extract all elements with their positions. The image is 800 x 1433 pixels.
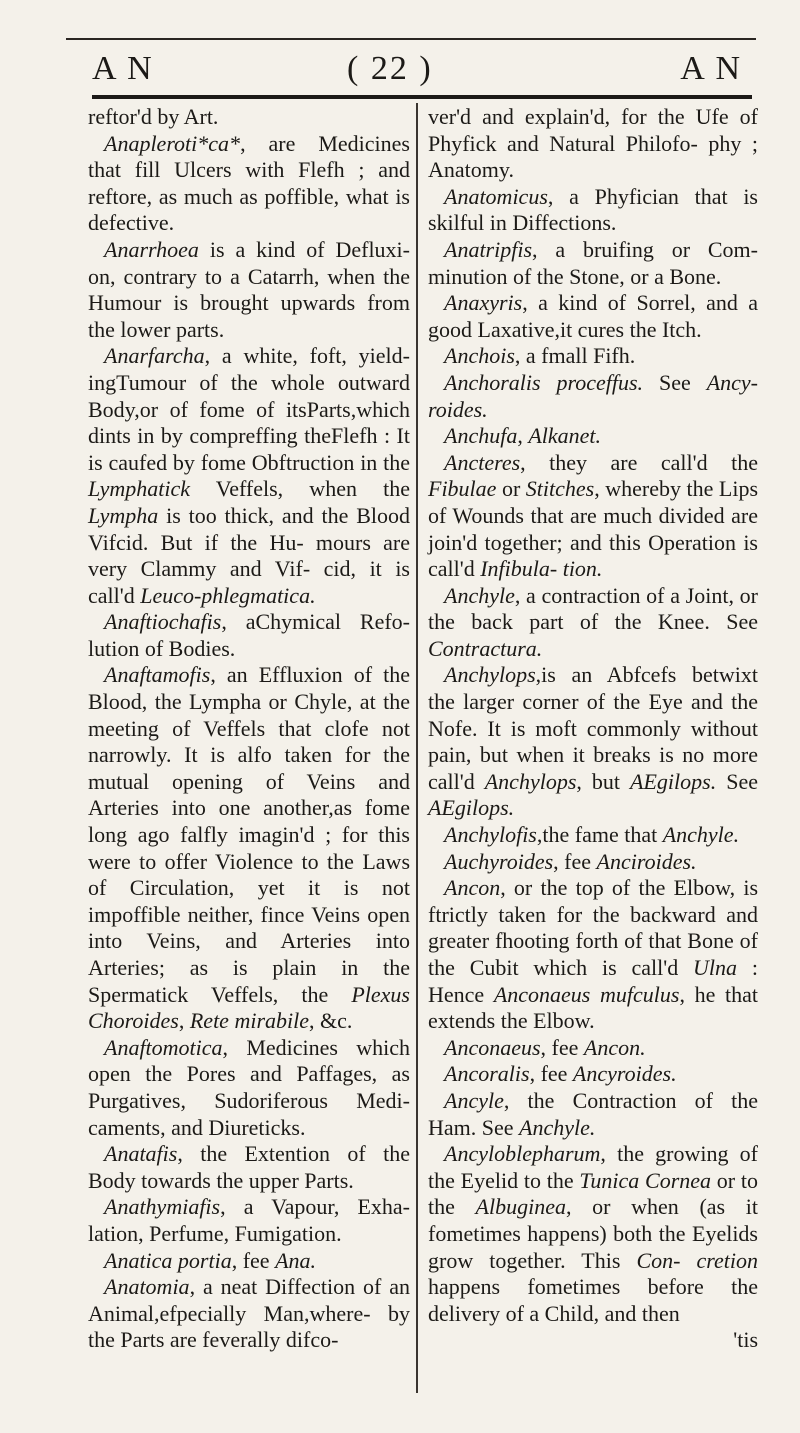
dictionary-entry [88, 104, 410, 131]
dictionary-entry [428, 662, 758, 822]
headword-italic: Anaftiochafis [104, 609, 222, 635]
dictionary-entry [428, 1088, 758, 1141]
dictionary-entry [428, 370, 758, 423]
headword-italic: Anchufa [444, 423, 518, 449]
entry-text: , are Medicines that fill Ulcers with Flefh ; and reftore, as much as poffible, what is defective. [88, 130, 410, 236]
dictionary-entry [428, 875, 758, 1035]
headword-italic: Ana. [275, 1247, 317, 1273]
entry-text: , but [576, 768, 631, 794]
dictionary-entry [88, 609, 410, 662]
dictionary-entry [428, 1061, 758, 1088]
headword-italic: Anciroides. [596, 848, 697, 874]
dictionary-entry [88, 131, 410, 237]
headword-italic: Lymphatick [88, 476, 190, 502]
headword-italic: Anchylofis [444, 822, 537, 848]
dictionary-entry [428, 1141, 758, 1327]
headword-italic: Anconaeus [444, 1034, 541, 1060]
headword-italic: Anatafis [104, 1141, 178, 1167]
entry-text: , he that extends the Elbow. [428, 981, 758, 1034]
entry-text: Veffels, when the [190, 476, 410, 502]
headword-italic: Anchyle. [662, 822, 740, 848]
entry-text: ,is an Abfcefs betwixt the larger corner of the Eye and the Nofe. It is moft commonly without pain, but when it breaks is no more call'd [428, 662, 758, 794]
dictionary-entry [88, 1141, 410, 1194]
entry-text: , Medicines which open the Pores and Paffages, as Purgatives, Sudoriferous Medi- caments, and Diureticks. [88, 1034, 410, 1140]
entry-text: , aChymical Refo- lution of Bodies. [88, 609, 410, 661]
entry-text: happens fometimes before the delivery of a Child, and then [428, 1274, 758, 1326]
headword-italic: Ancyloblepharum [444, 1141, 601, 1167]
headword-italic: Leuco-phlegmatica. [140, 582, 316, 608]
entry-text: ,the fame that [536, 822, 663, 848]
headword-italic: Ancoralis [444, 1061, 530, 1087]
entry-text: , a kind of Sorrel, and a good Laxative,it cures the Itch. [428, 290, 758, 342]
headword-italic: Anatica portia [104, 1247, 232, 1273]
entry-text: , they are call'd the [520, 449, 758, 475]
entry-text: or to the [428, 1167, 758, 1220]
headword-italic: Ancon [444, 875, 501, 901]
header-right-guide: A N [680, 50, 742, 87]
entry-text: or [496, 476, 526, 502]
entry-text: See [643, 369, 707, 395]
headword-italic: Infibula- tion. [480, 556, 603, 582]
headword-italic: Albuginea [475, 1194, 566, 1220]
headword-italic: Anarrhoea [104, 236, 199, 262]
dictionary-entry [88, 237, 410, 343]
dictionary-entry [428, 237, 758, 290]
headword-italic: Anatripfis [444, 236, 533, 262]
entry-text: , a white, foft, yield- ingTumour of the whole outward Body,or of fome of itsParts,which dints in by compreffing theFlefh : It is caufed by fome Obftruction in the [88, 343, 410, 475]
headword-italic: Anchyle [444, 582, 515, 608]
left-column [88, 104, 410, 1354]
entry-text: , a neat Diffection of an Animal,efpecially Man,where- by the Parts are feverally difco- [88, 1274, 410, 1353]
entry-text: See [716, 768, 758, 794]
headword-italic: Anchylops [444, 662, 536, 688]
entry-text: , the growing of the Eyelid to the [428, 1141, 758, 1193]
column-divider [416, 103, 418, 1393]
headword-italic: Anchois [444, 343, 515, 369]
dictionary-entry [428, 184, 758, 237]
dictionary-entry [428, 423, 758, 450]
entry-text: , fee [540, 1034, 584, 1060]
dictionary-entry [428, 849, 758, 876]
entry-text: , a Vapour, Exha- lation, Perfume, Fumigation. [88, 1194, 410, 1246]
headword-italic: Alkanet. [528, 423, 602, 449]
running-header [92, 46, 742, 96]
entry-text: , fee [553, 848, 597, 874]
entry-text: , the Contraction of the Ham. See [428, 1087, 758, 1140]
entry-text: is too thick, and the Blood Vifcid. But if the Hu- mours are very Clammy and Vif- cid, it is call'd [88, 502, 410, 608]
headword-italic: Plexus Choroides [88, 981, 410, 1034]
headword-italic: Ulna [693, 955, 738, 980]
headword-italic: Anchoralis proceffus. [444, 369, 644, 395]
dictionary-entry [88, 343, 410, 609]
header-left-guide: A N [92, 50, 154, 87]
headword-italic: Anaxyris [444, 290, 523, 316]
headword-italic: Tunica Cornea [579, 1167, 712, 1193]
entry-text: , [178, 1008, 190, 1034]
headword-italic: Contractura. [428, 635, 543, 661]
headword-italic: Con- cretion [636, 1247, 759, 1273]
page-number: ( 22 ) [347, 50, 433, 87]
entry-text: , a bruifing or Com- minution of the Stone, or a Bone. [428, 236, 758, 289]
headword-italic: Stitches [525, 476, 595, 502]
headword-italic: Anathymiafis [104, 1194, 221, 1220]
entry-text: , an Effluxion of the Blood, the Lympha or Chyle, at the meeting of Veffels that clofe not narrowly. It is alfo taken for the mutual opening of Veins and Arteries into one another,as fome long ago falfly imagin'd ; for this were to offer Violence to the Laws of Circulation, yet it is not impoffible neither, fince Veins open into Veins, and Arteries into Arteries; as is plain in the Spermatick Veffels, the [88, 662, 410, 1007]
entry-text: , or the top of the Elbow, is ftrictly taken for the backward and greater fhooting forth of that Bone of the Cubit which is call'd [428, 875, 758, 980]
dictionary-entry [428, 1035, 758, 1062]
headword-italic: Lympha [88, 502, 159, 528]
entry-text: , &c. [309, 1008, 353, 1034]
headword-italic: Ancyroides. [572, 1061, 677, 1087]
dictionary-entry [428, 290, 758, 343]
headword-italic: Ancy- roides. [428, 369, 758, 422]
page-top-edge [66, 38, 756, 40]
entry-text: , the Extention of the Body towards the upper Parts. [88, 1141, 410, 1193]
headword-italic: Anatomia [104, 1274, 190, 1300]
dictionary-entry [88, 1248, 410, 1275]
header-rule [92, 95, 752, 99]
entry-text: , a contraction of a Joint, or the back part of the Knee. See [428, 582, 758, 635]
dictionary-entry [428, 583, 758, 663]
headword-italic: Anapleroti*ca* [104, 130, 241, 156]
headword-italic: Anconaeus mufculus [493, 981, 680, 1007]
dictionary-entry [428, 343, 758, 370]
entry-text: , [517, 423, 529, 449]
headword-italic: Anarfarcha [104, 343, 205, 369]
headword-italic: Anaftomotica [104, 1034, 223, 1060]
dictionary-entry [88, 1194, 410, 1247]
headword-italic: Anchylops [484, 768, 577, 794]
entry-text: : Hence [428, 955, 758, 1007]
entry-text: , a fmall Fifh. [514, 343, 636, 369]
headword-italic: Ancyle [444, 1087, 504, 1113]
catchword [428, 1327, 758, 1354]
entry-text: , whereby the Lips of Wounds that are much divided are join'd together; and this Operation is call'd [428, 476, 759, 582]
headword-italic: Anatomicus [444, 183, 548, 209]
dictionary-entry [88, 662, 410, 1034]
entry-text: , a Phyfician that is skilful in Diffections. [428, 183, 758, 236]
right-column [428, 104, 758, 1354]
entry-text: , or when (as it fometimes happens) both the Eyelids grow together. This [428, 1194, 758, 1273]
dictionary-entry [428, 104, 758, 184]
entry-text: , fee [529, 1061, 573, 1087]
entry-text: is a kind of Defluxi- on, contrary to a Catarrh, when the Humour is brought upwards from the lower parts. [88, 236, 410, 342]
dictionary-entry [428, 822, 758, 849]
dictionary-entry [88, 1035, 410, 1141]
headword-italic: AEgilops. [630, 768, 717, 794]
entry-text: , fee [231, 1247, 276, 1273]
dictionary-entry [428, 450, 758, 583]
headword-italic: Ancteres [444, 449, 521, 475]
headword-italic: Fibulae [428, 476, 497, 502]
dictionary-entry [88, 1274, 410, 1354]
entry-text: reftor'd by Art. [88, 104, 219, 129]
headword-italic: Anchyle. [519, 1114, 596, 1140]
headword-italic: Anaftamofis [104, 662, 211, 688]
headword-italic: Ancon. [583, 1034, 646, 1060]
headword-italic: AEgilops. [428, 795, 515, 821]
entry-text: 'tis [733, 1327, 758, 1353]
headword-italic: Rete mirabile [189, 1008, 309, 1034]
headword-italic: Auchyroides [444, 848, 554, 874]
entry-text: ver'd and explain'd, for the Ufe of Phyfick and Natural Philofo- phy ; Anatomy. [428, 104, 758, 183]
